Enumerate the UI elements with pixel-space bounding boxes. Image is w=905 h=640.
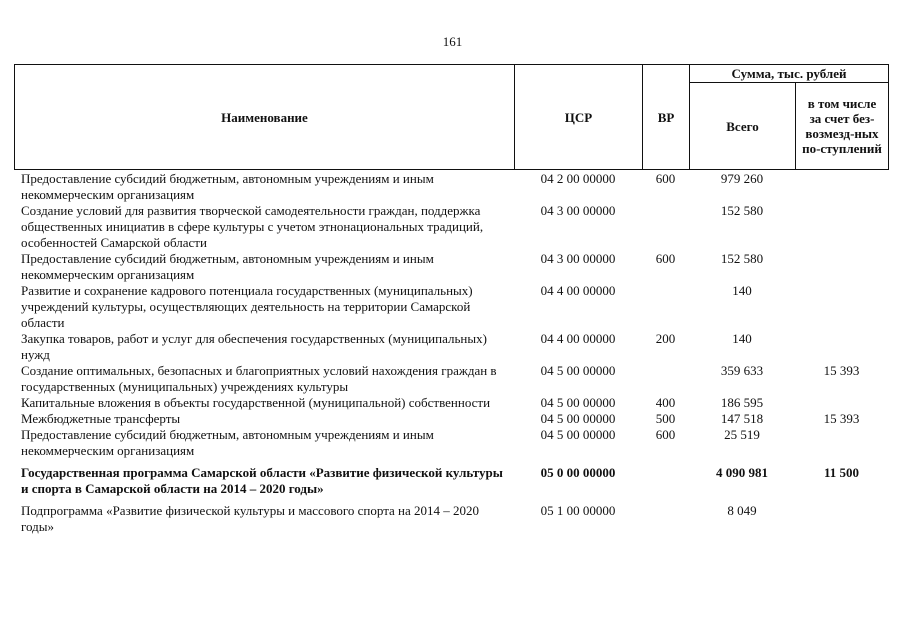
cell-name: Закупка товаров, работ и услуг для обеспечения государственных (муниципальных) нужд [21,331,487,362]
cell-total: 147 518 [720,411,764,426]
cell-vr [642,363,689,395]
cell-incl [795,171,888,203]
cell-name: Подпрограмма «Развитие физической культуры и массового спорта на 2014 – 2020 годы» [21,503,480,534]
cell-total: 140 [732,331,752,346]
cell-csr: 04 4 00 00000 [540,331,616,346]
cell-csr: 04 5 00 00000 [540,427,616,442]
cell-incl [795,395,888,411]
cell-csr: 04 3 00 00000 [540,203,616,218]
header-csr: ЦСР [515,65,643,170]
cell-csr: 04 5 00 00000 [540,411,616,426]
cell-total: 8 049 [727,503,757,518]
cell-vr: 600 [655,171,676,186]
cell-name: Межбюджетные трансферты [21,411,181,426]
cell-incl [795,251,888,283]
cell-total: 359 633 [720,363,764,378]
cell-vr: 600 [655,427,676,442]
cell-total: 4 090 981 [716,465,768,480]
budget-table [14,171,888,535]
cell-vr [642,203,689,251]
cell-incl [795,331,888,363]
table-row [14,171,888,203]
table-row [14,459,888,497]
table-row [14,363,888,395]
cell-csr: 04 2 00 00000 [540,171,616,186]
cell-vr: 400 [655,395,676,410]
cell-csr: 05 1 00 00000 [540,503,616,518]
table-row [14,331,888,363]
header-incl-text: в том числе за счет без-возмезд-ных по-ступлений [802,96,882,156]
table-row [14,427,888,459]
table-header [14,64,889,170]
cell-name: Создание условий для развития творческой самодеятельности граждан, поддержка общественных инициатив в сфере культуры с учетом этнонациональных традиций, особенностей Самарской области [21,203,484,250]
cell-name: Государственная программа Самарской области «Развитие физической культуры и спорта в Самарской области на 2014 – 2020 годы» [21,465,503,496]
table-row [14,283,888,331]
cell-csr: 04 5 00 00000 [540,395,616,410]
cell-csr: 05 0 00 00000 [540,465,616,480]
table-row [14,203,888,251]
cell-vr [642,497,689,535]
cell-incl [795,283,888,331]
header-name: Наименование [15,65,515,170]
cell-vr: 200 [655,331,676,346]
cell-incl [795,497,888,535]
page-number: 161 [442,34,463,49]
table-row [14,497,888,535]
cell-total: 152 580 [720,251,764,266]
cell-csr: 04 5 00 00000 [540,363,616,378]
cell-name: Капитальные вложения в объекты государственной (муниципальной) собственности [21,395,491,410]
cell-vr [642,283,689,331]
cell-csr: 04 3 00 00000 [540,251,616,266]
cell-total: 25 519 [724,427,760,442]
cell-name: Предоставление субсидий бюджетным, автономным учреждениям и иным некоммерческим организациям [21,427,434,458]
cell-name: Развитие и сохранение кадрового потенциала государственных (муниципальных) учреждений культуры, осуществляющих деятельность на территории Самарской области [21,283,473,330]
cell-total: 186 595 [720,395,764,410]
cell-total: 979 260 [720,171,764,186]
table-row [14,395,888,411]
cell-total: 152 580 [720,203,764,218]
cell-vr: 600 [655,251,676,266]
header-sum-group: Сумма, тыс. рублей [690,65,889,83]
cell-vr [642,459,689,497]
cell-name: Предоставление субсидий бюджетным, автономным учреждениям и иным некоммерческим организациям [21,251,434,282]
cell-incl: 15 393 [823,363,860,378]
header-vr: ВР [643,65,690,170]
cell-incl: 15 393 [823,411,860,426]
cell-csr: 04 4 00 00000 [540,283,616,298]
cell-incl [795,203,888,251]
cell-incl [795,427,888,459]
cell-name: Предоставление субсидий бюджетным, автономным учреждениям и иным некоммерческим организациям [21,171,434,202]
header-incl [796,83,889,170]
header-total: Всего [690,83,796,170]
cell-vr: 500 [655,411,676,426]
cell-name: Создание оптимальных, безопасных и благоприятных условий нахождения граждан в государственных (муниципальных) учреждениях культуры [21,363,497,394]
cell-incl: 11 500 [823,465,860,480]
cell-total: 140 [732,283,752,298]
table-row [14,411,888,427]
table-row [14,251,888,283]
